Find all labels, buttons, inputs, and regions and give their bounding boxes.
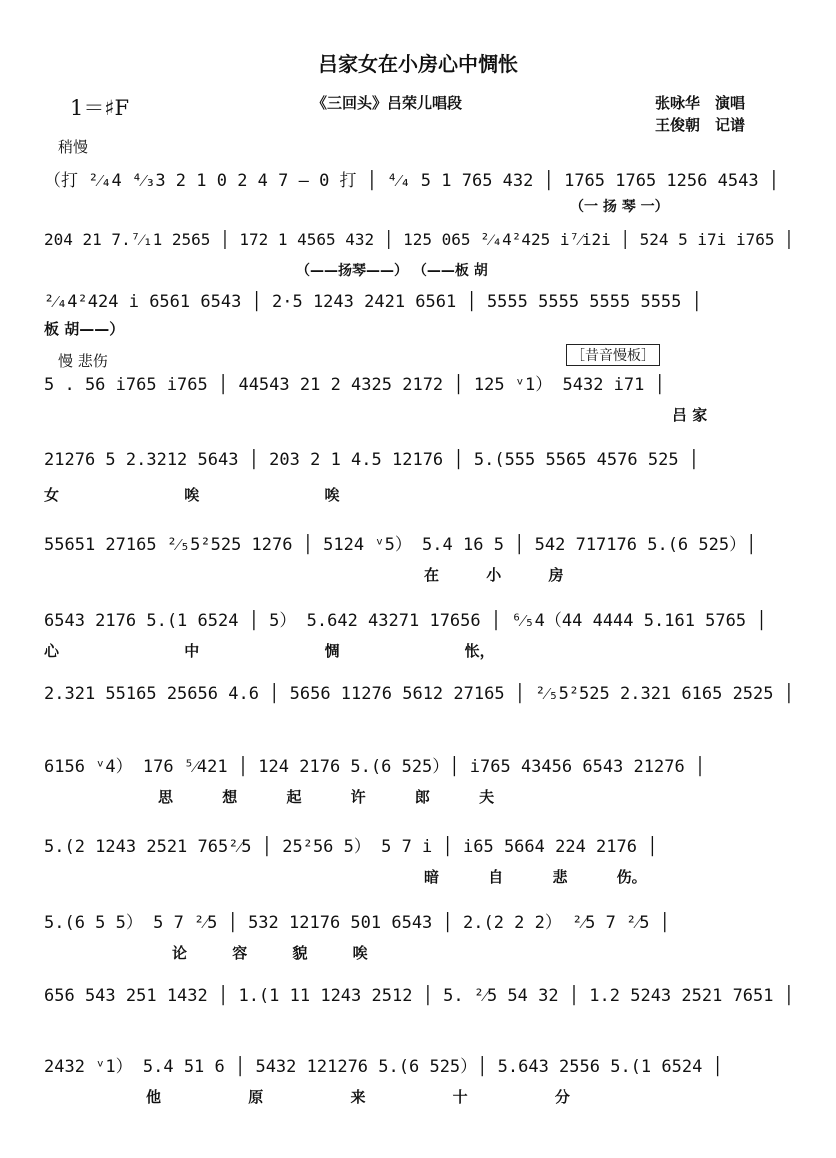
lyrics: 吕 家 [672,406,708,424]
key-signature: 1＝♯F [70,96,130,120]
credit-transcriber: 王俊朝 记谱 [655,116,746,134]
lyrics: 心 中 惆 怅， [44,642,495,660]
score-line-10 [0,832,836,892]
score-line-8 [0,684,836,744]
tempo-mark: 慢 悲伤 [58,352,108,370]
notation: 5.(2 1243 2521 765²⁄5 │ 25²56 5） 5 7 i │ i65 5664 224 2176 │ [44,837,658,857]
notation: 5 . 56 i765 i765 │ 44543 21 2 4325 2172 │ 125 ᵛ1） 5432 i71 │ [44,375,665,395]
notation: 21276 5 2.3212 5643 │ 203 2 1 4.5 12176 │ 5.(555 5565 4576 525 │ [44,450,700,470]
credit-singer: 张咏华 演唱 [655,94,746,112]
subtitle: 《三回头》吕荣儿唱段 [312,94,463,112]
lyrics: 女 唉 唉 [44,486,340,504]
score-line-4 [0,370,836,430]
notation: 2.321 55165 25656 4.6 │ 5656 11276 5612 27165 │ ²⁄₅5²525 2.321 6165 2525 │ [44,684,794,704]
score-line-13 [0,1052,836,1112]
section-marker: ［昔音慢板］ [566,344,660,366]
lyrics: 他 原 来 十 分 [146,1088,570,1106]
notation: 55651 27165 ²⁄₅5²525 1276 │ 5124 ᵛ5） 5.4 16 5 │ 542 717176 5.(6 525）│ [44,535,757,555]
notation: （打 ²⁄₄4 ⁴⁄₃3 2 1 0 2 4 7 – 0 打 │ ⁴⁄₄ 5 1 765 432 │ 1765 1765 1256 4543 │ [44,171,780,191]
score-line-2 [0,230,836,290]
instrument-label: 板 胡——） [44,320,125,338]
score-line-7 [0,606,836,666]
instrument-label: （一 扬 琴 一） [570,199,669,215]
instrument-label: （——扬琴——） （——板 胡 [296,263,488,279]
tempo-mark: 稍慢 [58,138,89,156]
lyrics: 论 容 貌 唉 [172,944,368,962]
score-line-12 [0,986,836,1046]
notation: 2432 ᵛ1） 5.4 51 6 │ 5432 121276 5.(6 525）│ 5.643 2556 5.(1 6524 │ [44,1057,723,1077]
notation: 6156 ᵛ4） 176 ⁵⁄421 │ 124 2176 5.(6 525）│ i765 43456 6543 21276 │ [44,757,706,777]
notation: 656 543 251 1432 │ 1.(1 11 1243 2512 │ 5. ²⁄5 54 32 │ 1.2 5243 2521 7651 │ [44,986,794,1006]
notation: 204 21 7.⁷⁄₁1 2565 │ 172 1 4565 432 │ 125 065 ²⁄₄4²425 i⁷⁄i2i │ 524 5 i7i i765 │ [44,230,794,249]
notation: 6543 2176 5.(1 6524 │ 5） 5.642 43271 17656 │ ⁶⁄₅4（44 4444 5.161 5765 │ [44,611,767,631]
page-title: 吕家女在小房心中惆怅 [318,52,518,76]
notation: ²⁄₄4²424 i 6561 6543 │ 2·5 1243 2421 6561 │ 5555 5555 5555 5555 │ [44,292,702,312]
score-line-1 [0,166,836,226]
score-line-9 [0,752,836,812]
score-line-3 [0,292,836,352]
score-line-5 [0,450,836,510]
score-line-11 [0,908,836,968]
notation: 5.(6 5 5） 5 7 ²⁄5 │ 532 12176 501 6543 │ 2.(2 2 2） ²⁄5 7 ²⁄5 │ [44,913,670,933]
lyrics: 暗 自 悲 伤。 [424,868,647,886]
lyrics: 在 小 房 [424,566,564,584]
score-line-6 [0,530,836,590]
lyrics: 思 想 起 许 郎 夫 [158,788,495,806]
